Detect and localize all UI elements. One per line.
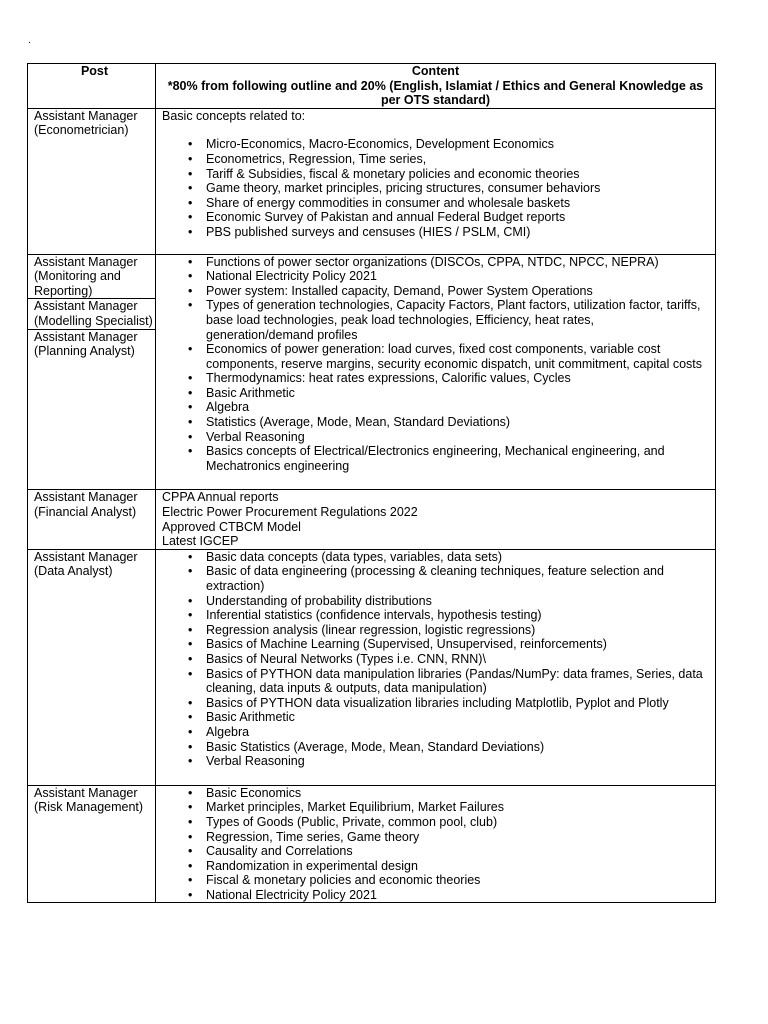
list-item: • Algebra — [188, 725, 705, 740]
list-item: • Power system: Installed capacity, Demand, Power System Operations — [188, 284, 705, 299]
list-item: • Understanding of probability distributions — [188, 594, 705, 609]
list-item: • Economics of power generation: load curves, fixed cost components, variable cost components, reserve margins, security economic dispatch, unit commitment, capital costs — [188, 342, 705, 371]
table-row — [28, 549, 715, 785]
post-cell: Assistant Manager (Risk Management) — [28, 786, 156, 903]
content-cell — [156, 109, 715, 254]
list-item: • Algebra — [188, 400, 705, 415]
list-item: • Basic data concepts (data types, variables, data sets) — [188, 550, 705, 565]
content-intro: Basic concepts related to: — [162, 108, 306, 123]
post-cell: Assistant Manager (Financial Analyst) — [28, 490, 156, 548]
list-item: • Types of generation technologies, Capacity Factors, Plant factors, utilization factor, tariffs, base load technologies, peak load technologies, Efficiency, heat rates, generation/demand profiles — [188, 298, 705, 342]
list-item: • Statistics (Average, Mode, Mean, Standard Deviations) — [188, 415, 705, 430]
content-cell — [156, 490, 715, 548]
table-header — [28, 64, 715, 108]
table-row — [28, 254, 715, 490]
table-row — [28, 108, 715, 254]
content-line: Approved CTBCM Model — [162, 519, 301, 534]
syllabus-table — [27, 63, 716, 903]
list-item: • Types of Goods (Public, Private, common pool, club) — [188, 815, 705, 830]
content-cell — [156, 786, 715, 903]
list-item: • Market principles, Market Equilibrium, Market Failures — [188, 800, 705, 815]
topic-list — [162, 786, 705, 903]
list-item: • Fiscal & monetary policies and economic theories — [188, 873, 705, 888]
topic-list — [162, 550, 705, 769]
list-item: • Functions of power sector organizations (DISCOs, CPPA, NTDC, NPCC, NEPRA) — [188, 255, 705, 270]
topic-list — [162, 137, 705, 239]
content-cell — [156, 550, 715, 785]
post-planning: Assistant Manager (Planning Analyst) — [28, 329, 155, 359]
content-line: Electric Power Procurement Regulations 2022 — [162, 505, 418, 520]
content-line: Latest IGCEP — [162, 534, 239, 549]
list-item: • Verbal Reasoning — [188, 754, 705, 769]
list-item: • Basics of PYTHON data manipulation libraries (Pandas/NumPy: data frames, Series, data cleaning, data inputs & outputs, data manipulation) — [188, 667, 705, 696]
list-item: • Basics of Neural Networks (Types i.e. CNN, RNN)\ — [188, 652, 705, 667]
list-item: • National Electricity Policy 2021 — [188, 888, 705, 903]
list-item: • Regression, Time series, Game theory — [188, 830, 705, 845]
list-item: • Game theory, market principles, pricing structures, consumer behaviors — [188, 181, 705, 196]
list-item: • Regression analysis (linear regression, logistic regressions) — [188, 623, 705, 638]
list-item: • Basics of Machine Learning (Supervised, Unsupervised, reinforcements) — [188, 637, 705, 652]
content-line: CPPA Annual reports — [162, 490, 279, 505]
list-item: • Randomization in experimental design — [188, 859, 705, 874]
list-item: • Basics concepts of Electrical/Electronics engineering, Mechanical engineering, and Mechatronics engineering — [188, 444, 705, 473]
header-content-title: Content — [411, 64, 460, 78]
list-item: • Tariff & Subsidies, fiscal & monetary policies and economic theories — [188, 167, 705, 182]
list-item: • Basic of data engineering (processing & cleaning techniques, feature selection and extraction) — [188, 564, 705, 593]
list-item: • PBS published surveys and censuses (HIES / PSLM, CMI) — [188, 225, 705, 240]
topic-list — [162, 255, 705, 474]
page-mark: . — [28, 35, 31, 46]
header-content — [156, 64, 715, 108]
post-cell — [28, 255, 156, 490]
list-item: • Econometrics, Regression, Time series, — [188, 152, 705, 167]
post-cell: Assistant Manager (Econometrician) — [28, 109, 156, 254]
list-item: • Basic Economics — [188, 786, 705, 801]
list-item: • Share of energy commodities in consumer and wholesale baskets — [188, 196, 705, 211]
table-row — [28, 785, 715, 903]
list-item: • National Electricity Policy 2021 — [188, 269, 705, 284]
list-item: • Basic Arithmetic — [188, 710, 705, 725]
post-modelling: Assistant Manager (Modelling Specialist) — [28, 298, 155, 328]
list-item: • Basics of PYTHON data visualization libraries including Matplotlib, Pyplot and Plotly — [188, 696, 705, 711]
list-item: • Economic Survey of Pakistan and annual Federal Budget reports — [188, 210, 705, 225]
list-item: • Causality and Correlations — [188, 844, 705, 859]
table-row — [28, 489, 715, 548]
post-cell: Assistant Manager (Data Analyst) — [28, 550, 156, 785]
list-item: • Thermodynamics: heat rates expressions, Calorific values, Cycles — [188, 371, 705, 386]
list-item: • Micro-Economics, Macro-Economics, Development Economics — [188, 137, 705, 152]
list-item: • Inferential statistics (confidence intervals, hypothesis testing) — [188, 608, 705, 623]
list-item: • Verbal Reasoning — [188, 430, 705, 445]
header-content-note: *80% from following outline and 20% (English, Islamiat / Ethics and General Knowledge as per OTS standard) — [167, 78, 704, 108]
content-cell — [156, 255, 715, 490]
list-item: • Basic Arithmetic — [188, 386, 705, 401]
header-post: Post — [28, 64, 156, 108]
list-item: • Basic Statistics (Average, Mode, Mean, Standard Deviations) — [188, 740, 705, 755]
post-monitoring: Assistant Manager (Monitoring and Reporting) — [34, 254, 138, 298]
